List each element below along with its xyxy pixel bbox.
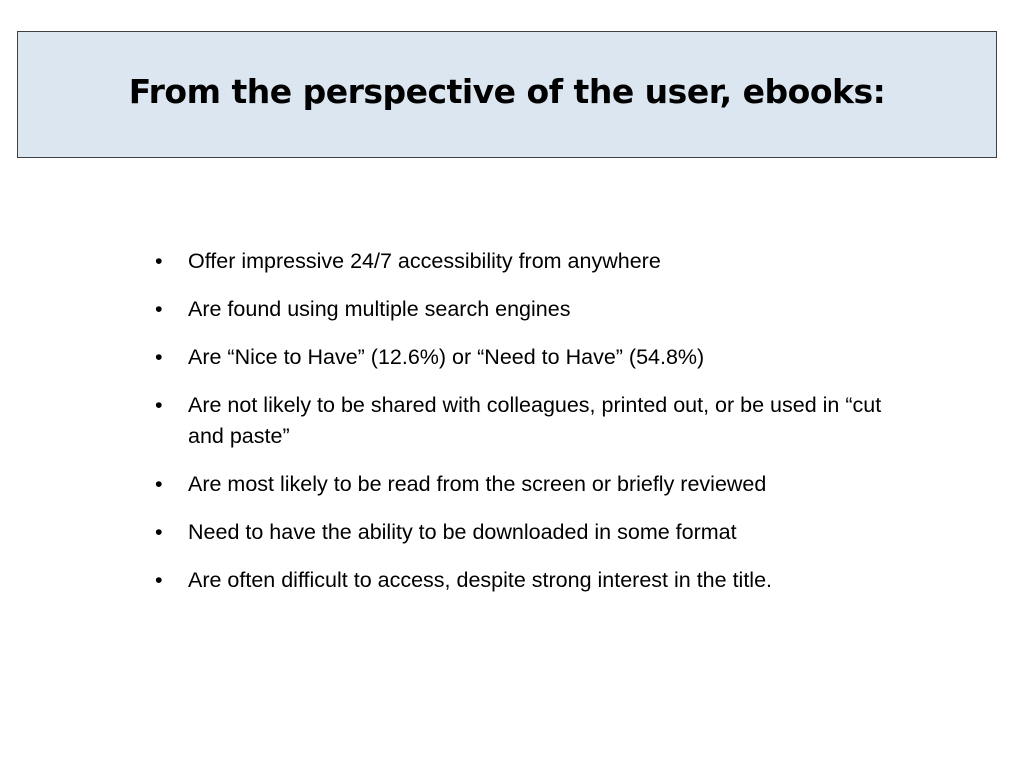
bullet-item: [155, 565, 915, 596]
bullet-icon: •: [155, 249, 163, 273]
bullet-icon: •: [155, 520, 163, 544]
bullet-item: [155, 390, 915, 452]
bullet-text: Are found using multiple search engines: [188, 297, 571, 321]
bullet-icon: •: [155, 297, 163, 321]
bullet-icon: •: [155, 345, 163, 369]
bullet-text: Are “Nice to Have” (12.6%) or “Need to Have” (54.8%): [188, 345, 705, 369]
bullet-text: Are often difficult to access, despite strong interest in the title.: [188, 568, 772, 592]
slide-title: From the perspective of the user, ebooks:: [128, 72, 886, 111]
bullet-icon: •: [155, 568, 163, 592]
bullet-icon: •: [155, 393, 163, 417]
bullet-item: [155, 342, 915, 373]
bullet-text: Need to have the ability to be downloaded in some format: [188, 520, 737, 544]
bullet-icon: •: [155, 472, 163, 496]
bullet-item: [155, 469, 915, 500]
bullet-text: Offer impressive 24/7 accessibility from anywhere: [188, 249, 661, 273]
bullet-item: [155, 294, 915, 325]
bullet-item: [155, 517, 915, 548]
bullet-item: [155, 246, 915, 277]
title-banner: [17, 31, 997, 158]
bullet-list: [155, 246, 915, 613]
bullet-text: Are not likely to be shared with colleagues, printed out, or be used in “cut and paste”: [188, 393, 882, 448]
bullet-text: Are most likely to be read from the screen or briefly reviewed: [188, 472, 767, 496]
